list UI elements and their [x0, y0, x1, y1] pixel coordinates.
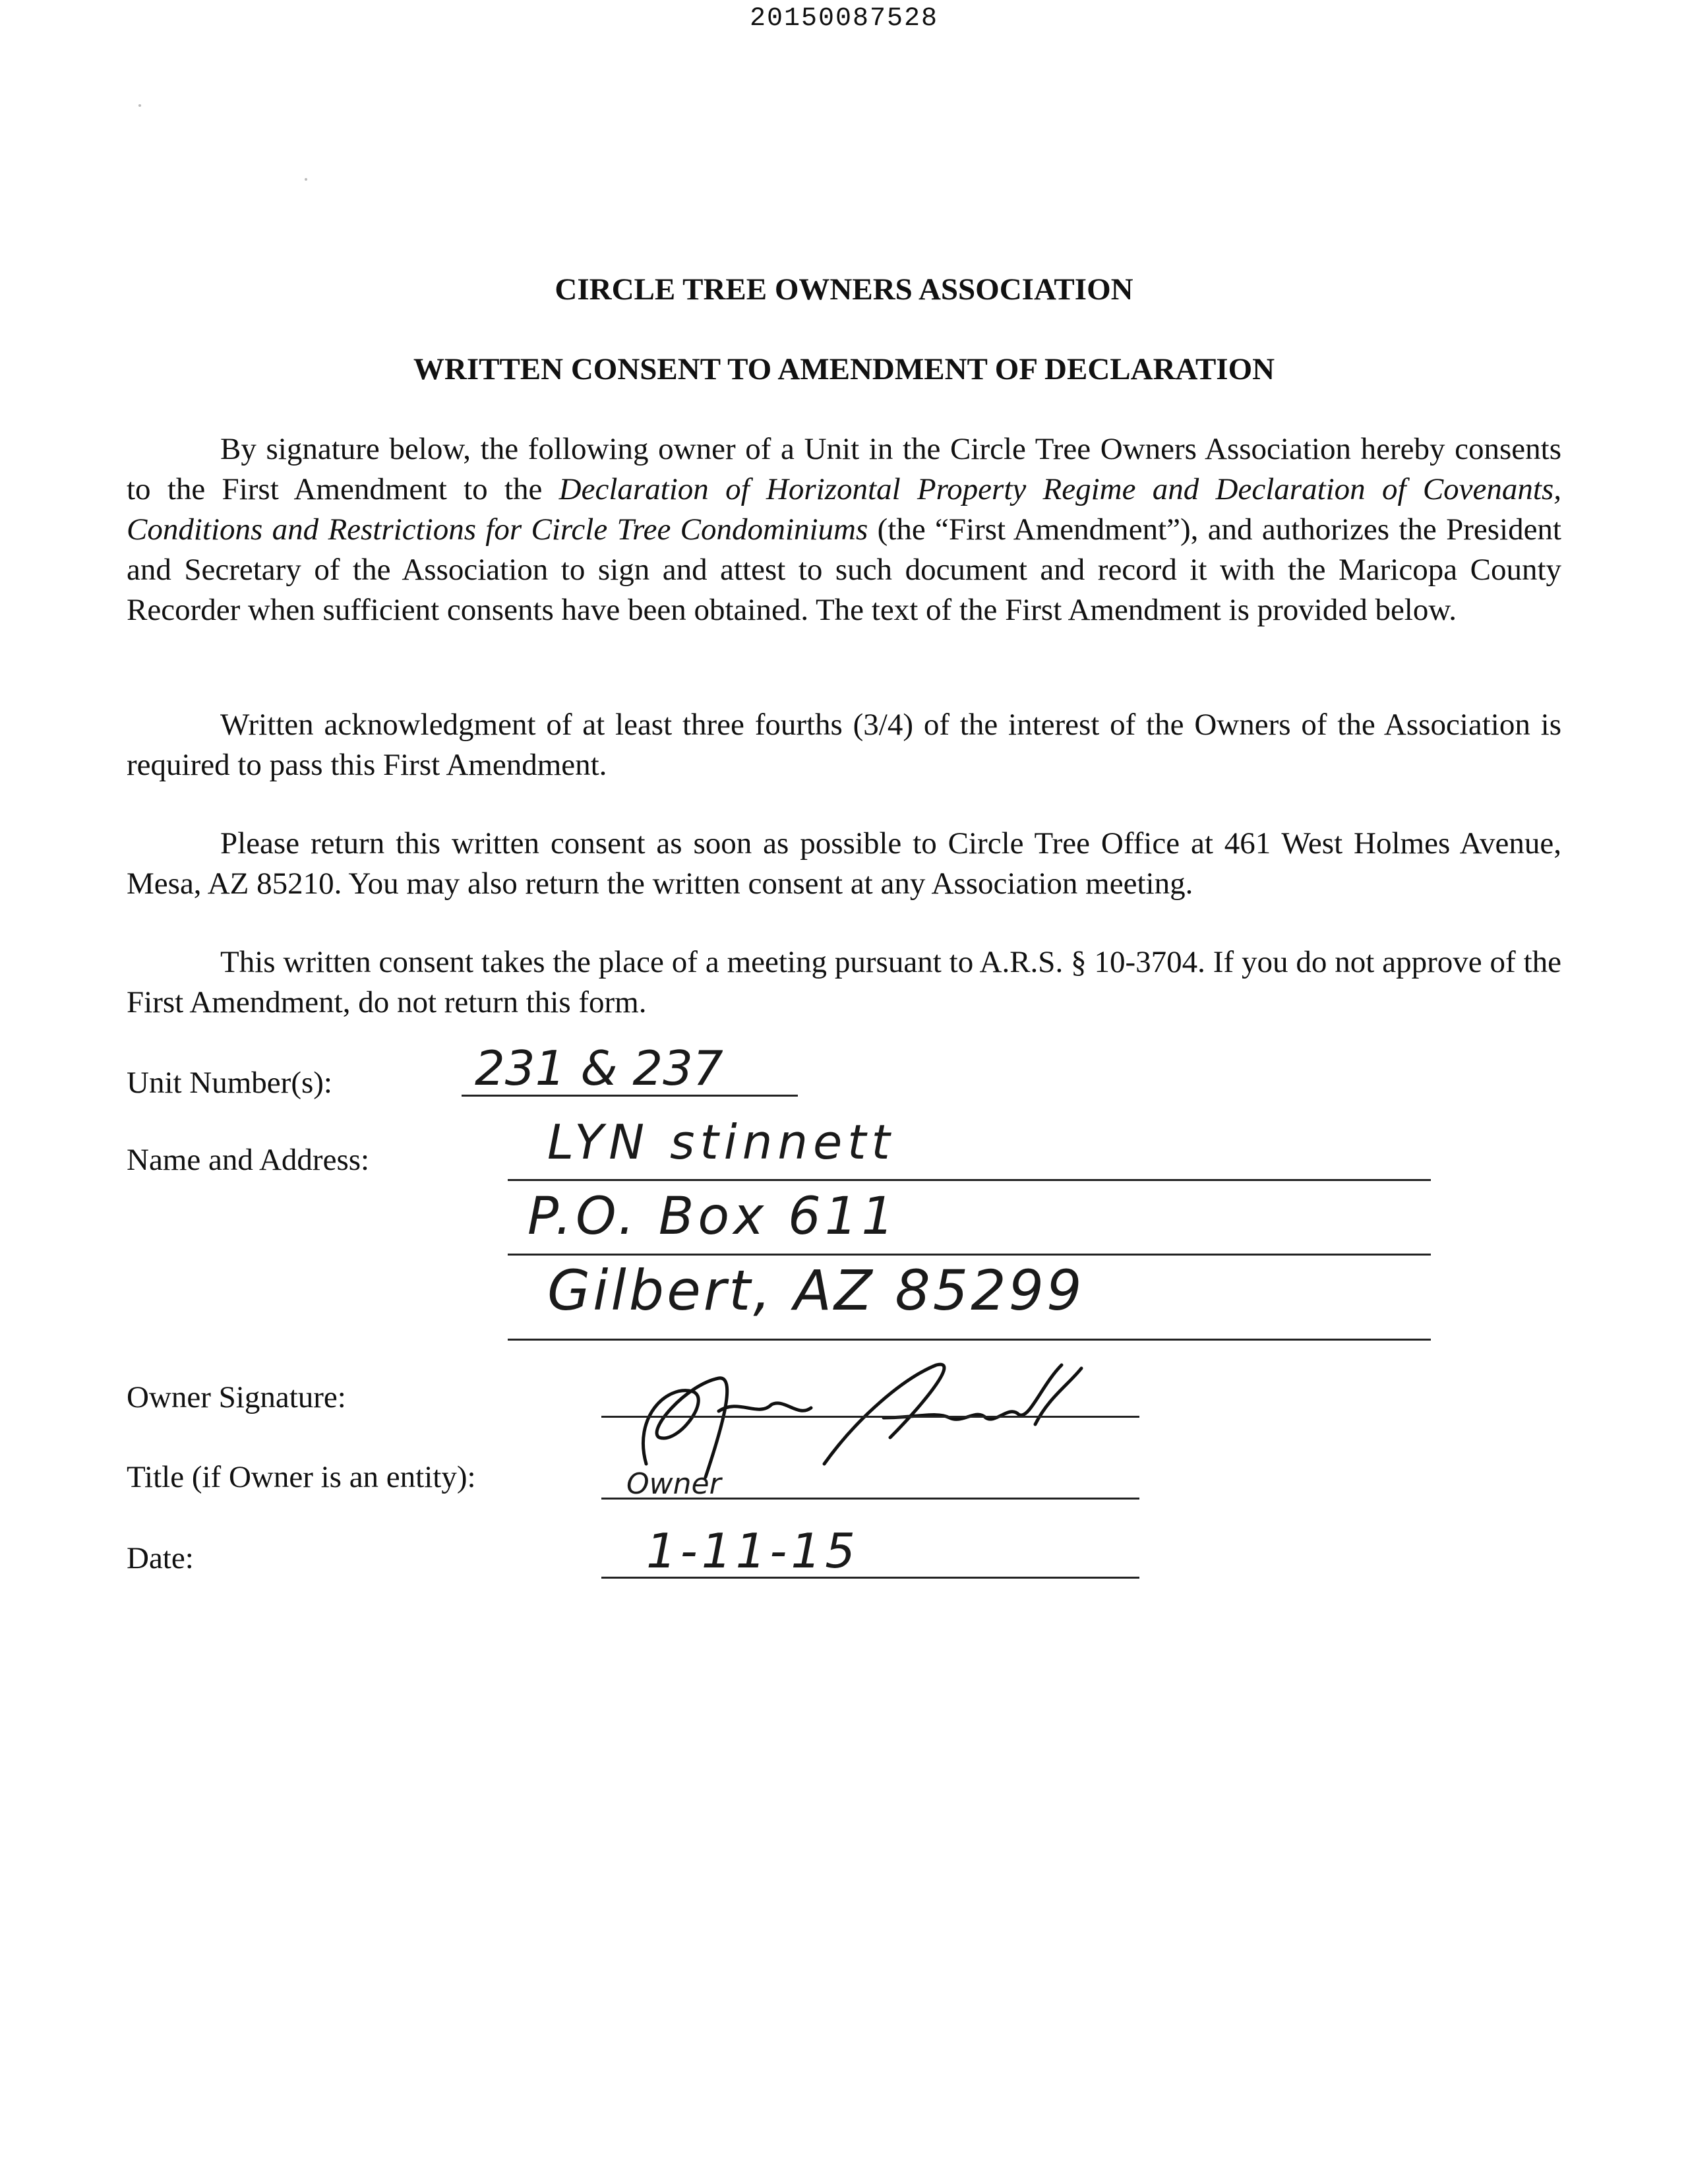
consent-paragraph-text-1: By signature below, the following owner of a Unit in the Circle Tree Owners Association hereby consents to the First Amendment to the: [127, 432, 1561, 506]
document-title: CIRCLE TREE OWNERS ASSOCIATION: [555, 272, 1133, 307]
date-label: Date:: [127, 1541, 194, 1575]
scan-speck: [305, 178, 307, 181]
document-subtitle: WRITTEN CONSENT TO AMENDMENT OF DECLARATION: [413, 352, 1275, 386]
recording-number: 20150087528: [749, 4, 939, 34]
address-line1-value[interactable]: P.O. Box 611: [528, 1187, 898, 1246]
signature-stroke: [643, 1378, 811, 1477]
scan-speck: [138, 104, 141, 107]
declaration-title: Declaration of Horizontal Property Regime and Declaration of Covenants, Conditions and Restrictions for Circle Tree Condominiums: [127, 472, 1561, 547]
unit-number-label: Unit Number(s):: [127, 1066, 332, 1100]
acknowledgment-paragraph: Written acknowledgment of at least three fourths (3/4) of the interest of the Owners of the Association is required to pass this First Amendment.: [127, 708, 1561, 782]
meeting-notice-paragraph: This written consent takes the place of a meeting pursuant to A.R.S. § 10-3704. If you do not approve of the First Amendment, do not return this form.: [127, 945, 1561, 1019]
unit-number-line: [462, 1095, 798, 1097]
name-line: [508, 1179, 1431, 1181]
owner-signature-image[interactable]: [607, 1339, 1108, 1484]
return-instructions-paragraph: Please return this written consent as soon as possible to Circle Tree Office at 461 West Holmes Avenue, Mesa, AZ 85210. You may also return the written consent at any Association meeting.: [127, 826, 1561, 901]
signature-stroke: [824, 1364, 1081, 1464]
name-address-label: Name and Address:: [127, 1143, 370, 1177]
owner-signature-label: Owner Signature:: [127, 1380, 346, 1414]
address-line1-line: [508, 1254, 1431, 1256]
consent-paragraph-text-2: (the “First Amendment”), and authorizes the President and Secretary of the Association to sign and attest to such document and record it with the Maricopa County Recorder when sufficient consents have been obtained. The text of the First Amendment is provided below.: [127, 512, 1561, 627]
title-label: Title (if Owner is an entity):: [127, 1460, 476, 1494]
address-line2-value[interactable]: Gilbert, AZ 85299: [547, 1258, 1085, 1323]
signature-line: [601, 1416, 1139, 1418]
title-line: [601, 1498, 1139, 1500]
date-line: [601, 1577, 1139, 1579]
unit-number-value[interactable]: 231 & 237: [475, 1041, 723, 1096]
owner-name-value[interactable]: LYN stinnett: [547, 1114, 895, 1170]
consent-paragraph: [127, 429, 1561, 630]
title-value[interactable]: Owner: [626, 1467, 721, 1501]
date-value[interactable]: 1-11-15: [646, 1523, 860, 1579]
